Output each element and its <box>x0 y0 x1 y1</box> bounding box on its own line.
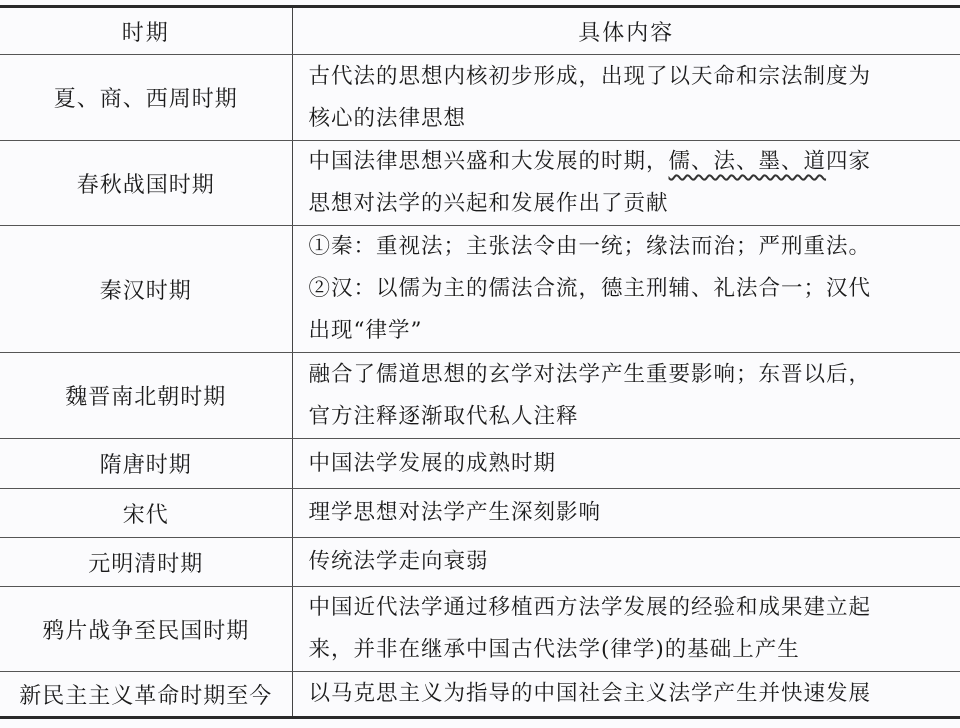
content-line: 中国近代法学通过移植西方法学发展的经验和成果建立起 <box>308 595 872 620</box>
table-row <box>0 55 960 141</box>
period-cell: 春秋战国时期 <box>0 141 292 226</box>
table-row <box>0 353 960 439</box>
content-cell <box>292 226 960 353</box>
period-cell: 秦汉时期 <box>0 226 292 353</box>
content-line: 传统法学走向衰弱 <box>308 549 489 574</box>
content-cell <box>292 141 960 226</box>
table-row <box>0 141 960 226</box>
content-line: 融合了儒道思想的玄学对法学产生重要影响；东晋以后， <box>308 361 872 387</box>
content-line: 核心的法律思想 <box>308 105 467 131</box>
period-cell: 元明清时期 <box>0 538 292 587</box>
content-line: 中国法学发展的成熟时期 <box>308 450 557 476</box>
content-line: 出现“律学” <box>308 318 423 343</box>
table-row <box>0 439 960 489</box>
content-line: ①秦：重视法；主张法令由一统；缘法而治；严刑重法。 <box>308 234 872 259</box>
content-cell <box>292 587 960 672</box>
period-cell: 宋代 <box>0 489 292 538</box>
content-line <box>309 141 949 183</box>
table-row <box>0 226 960 353</box>
table-row <box>0 672 960 718</box>
table-row <box>0 538 960 587</box>
content-cell <box>292 55 960 141</box>
content-line: ②汉：以儒为主的儒法合流，德主刑辅、礼法合一；汉代 <box>308 276 872 301</box>
content-cell <box>292 439 960 489</box>
emphasized-schools-text: 儒、法、墨、道 <box>668 149 827 174</box>
periods-table <box>0 5 960 719</box>
content-text: 四家 <box>826 149 872 174</box>
content-line: 理学思想对法学产生深刻影响 <box>308 500 602 525</box>
content-cell <box>292 353 960 439</box>
history-of-chinese-legal-thought-table <box>0 5 960 719</box>
period-cell: 夏、商、西周时期 <box>0 55 292 141</box>
header-period: 时期 <box>0 7 292 55</box>
table-row <box>0 489 960 538</box>
table-header-row <box>0 7 960 55</box>
content-line: 官方注释逐渐取代私人注释 <box>308 403 579 429</box>
table-row <box>0 587 960 672</box>
content-line: 古代法的思想内核初步形成，出现了以天命和宗法制度为 <box>308 63 872 89</box>
header-content: 具体内容 <box>292 7 960 55</box>
content-cell <box>292 538 960 587</box>
period-cell: 隋唐时期 <box>0 439 292 489</box>
period-cell: 新民主主义革命时期至今 <box>0 672 292 718</box>
period-cell: 魏晋南北朝时期 <box>0 353 292 439</box>
content-line: 思想对法学的兴起和发展作出了贡献 <box>308 191 669 216</box>
content-cell <box>292 489 960 538</box>
content-line: 来，并非在继承中国古代法学(律学)的基础上产生 <box>308 637 800 662</box>
period-cell: 鸦片战争至民国时期 <box>0 587 292 672</box>
content-line: 以马克思主义为指导的中国社会主义法学产生并快速发展 <box>308 681 872 706</box>
content-text: 中国法律思想兴盛和大发展的时期， <box>308 149 669 174</box>
content-cell <box>292 672 960 718</box>
